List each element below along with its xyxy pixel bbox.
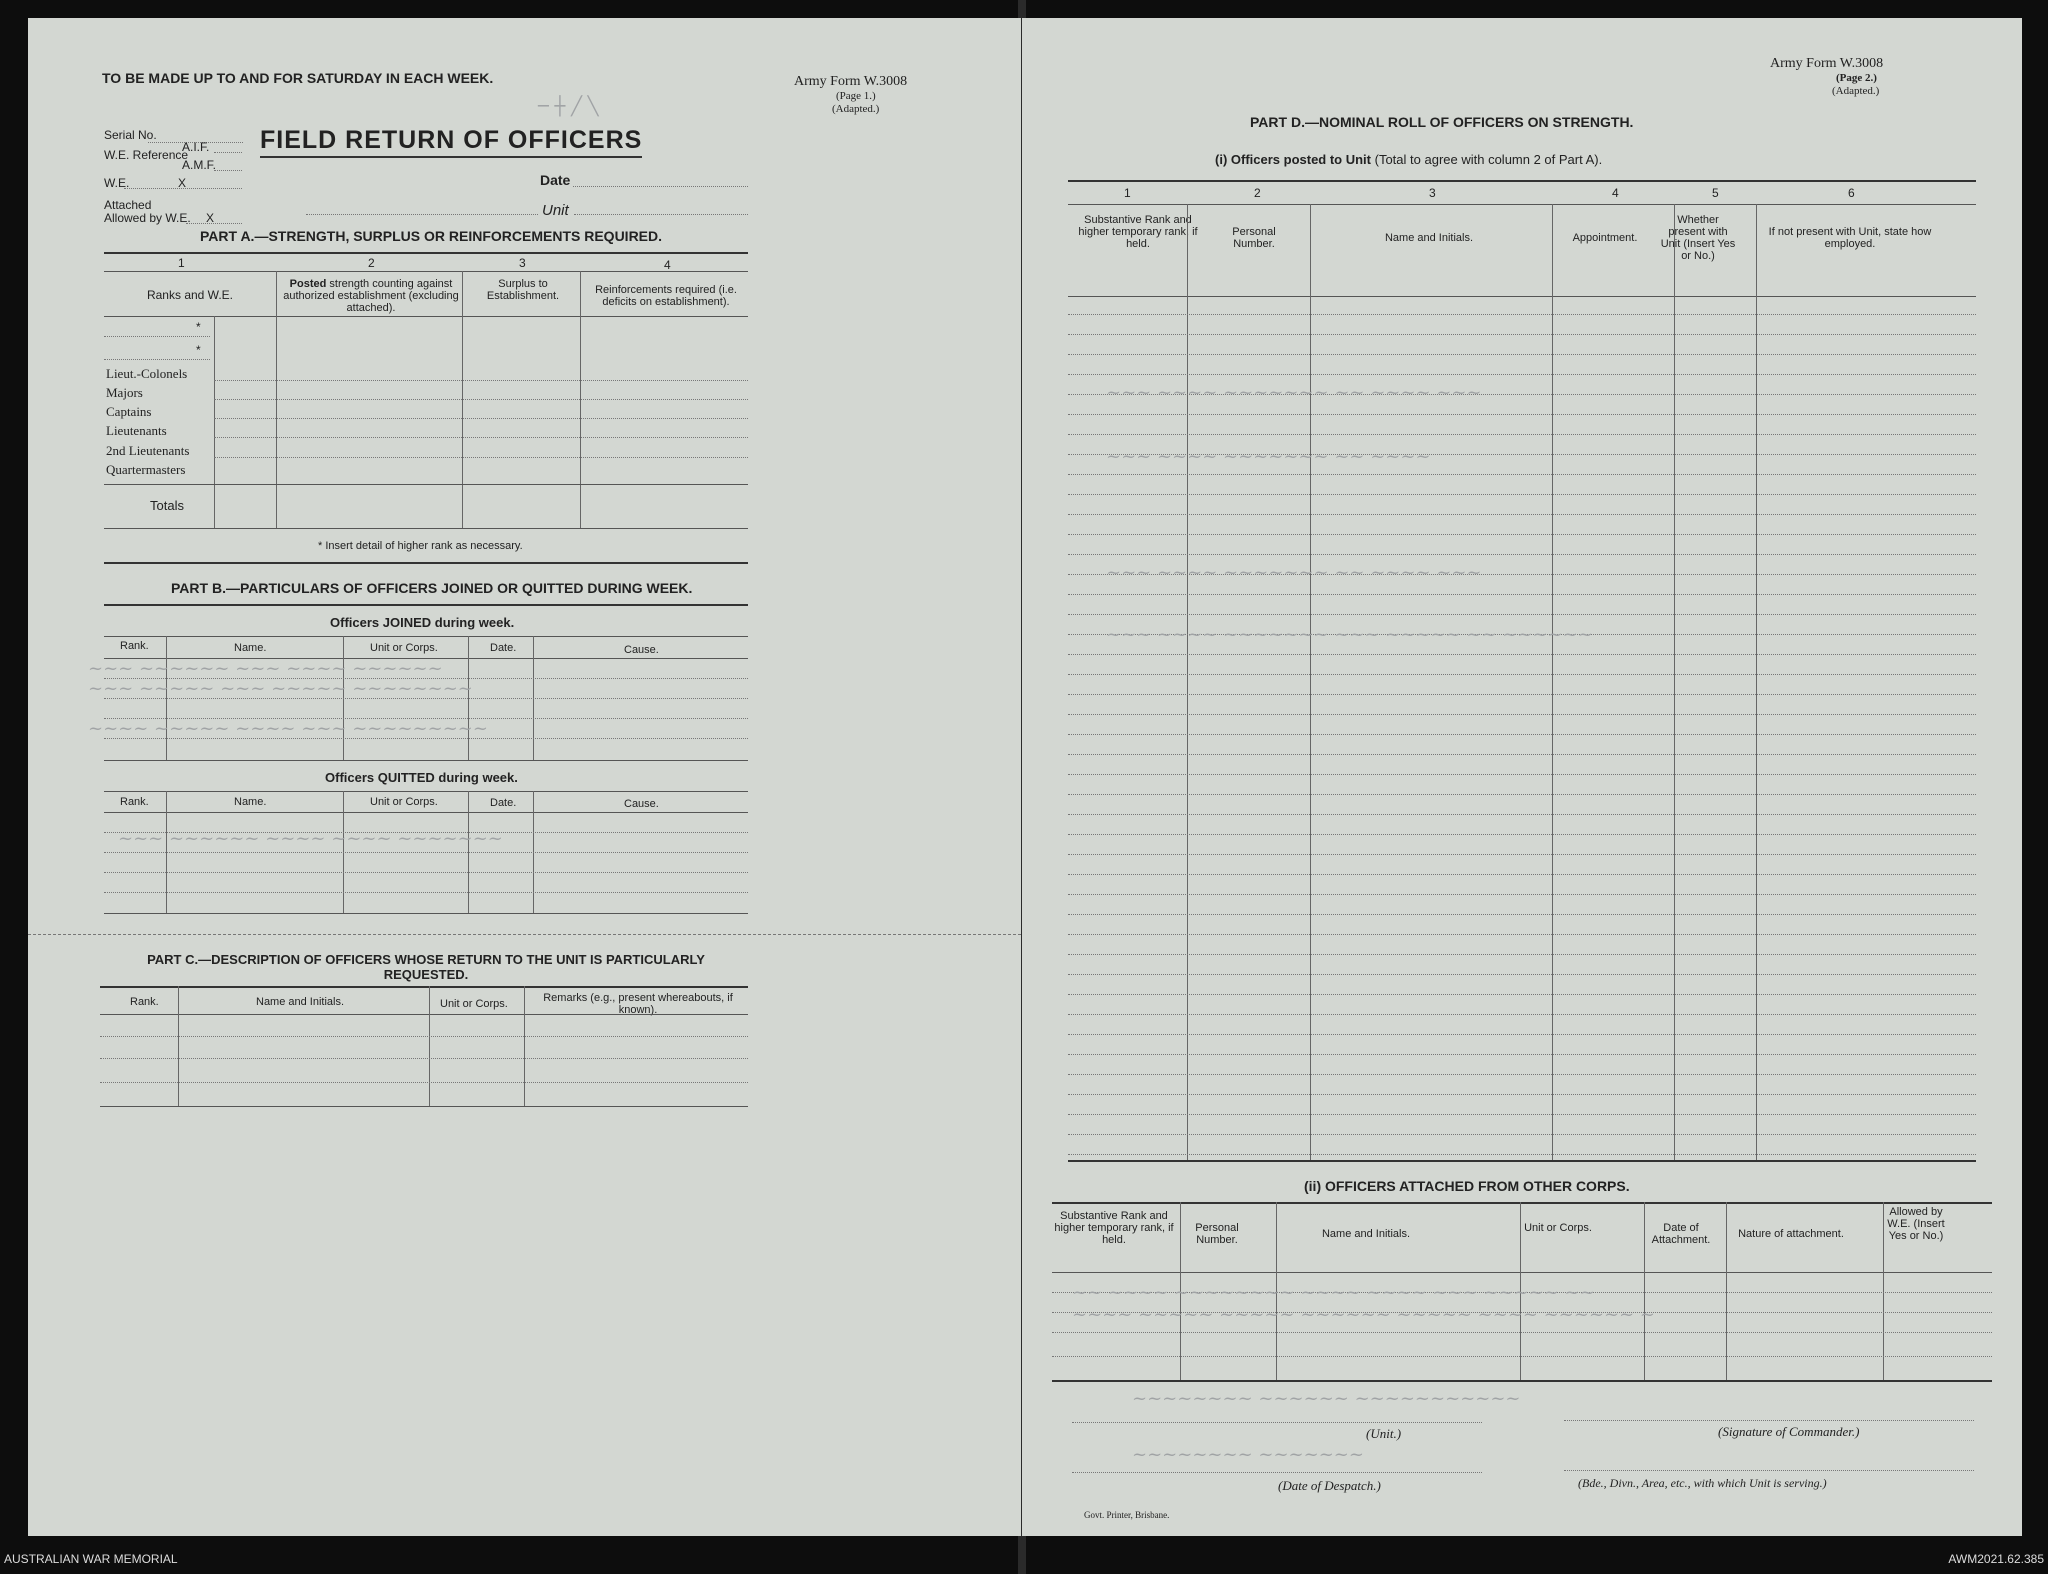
part-a-col-ranks-header: Ranks and W.E.: [146, 288, 234, 302]
nominal-roll-row-line: [1068, 734, 1976, 735]
part-d-col-3-num: 3: [1429, 186, 1436, 200]
quitted-col-date: Date.: [490, 797, 517, 809]
part-c-col-name: Name and Initials.: [256, 996, 345, 1008]
quitted-row-line: [104, 852, 748, 853]
joined-bottom-rule: [104, 760, 748, 761]
part-d-col-6-num: 6: [1848, 186, 1855, 200]
section-ii-top-rule: [1052, 1202, 1992, 1204]
part-d-vline: [1187, 204, 1188, 1160]
despatch-caption: (Date of Despatch.): [1278, 1478, 1381, 1493]
attached-col-date-header: Date of Attachment.: [1651, 1222, 1711, 1246]
nominal-roll-row-line: [1068, 474, 1976, 475]
handwriting-mark: ~~~ ~~~~~ ~~~ ~~~~~ ~~~~~~~~: [88, 678, 473, 699]
nominal-roll-row-line: [1068, 1034, 1976, 1035]
form-title: FIELD RETURN OF OFFICERS: [260, 126, 642, 158]
page-label: (Page 1.): [836, 90, 876, 102]
attached-label: Attached: [104, 198, 152, 212]
part-a-col-2-num: 2: [368, 256, 375, 270]
army-form-number-2: Army Form W.3008: [1770, 56, 1884, 71]
header-instruction: TO BE MADE UP TO AND FOR SATURDAY IN EACH WEEK.: [102, 70, 494, 86]
quitted-col-cause: Cause.: [624, 798, 659, 810]
form-page-2: [1022, 18, 2022, 1536]
handwriting-mark: ~~~ ~~~~ ~~~~~~~ ~~~ ~~~~~ ~~ ~~~~~~: [1106, 624, 1593, 645]
form-page-1: [28, 18, 1021, 1536]
date-label: Date: [540, 172, 571, 188]
handwriting-mark: ~~~ ~~~~ ~~~~~~~ ~~ ~~~~: [1106, 446, 1431, 467]
unit-line-right: [574, 214, 748, 215]
part-a-col-posted-header: [280, 278, 462, 314]
printer-imprint: Govt. Printer, Brisbane.: [1084, 1510, 1170, 1520]
part-d-col-5-num: 5: [1712, 186, 1719, 200]
part-c-row-line: [100, 1036, 748, 1037]
nominal-roll-row-line: [1068, 874, 1976, 875]
handwriting-mark: ~~ ~~~~ ~~~~~~~~ ~~~~ ~~~~ ~~~ ~~~~~ ~~: [1072, 1282, 1595, 1303]
part-d-vline: [1674, 204, 1675, 1160]
bde-caption: (Bde., Divn., Area, etc., with which Unit is serving.): [1578, 1476, 1827, 1490]
officers-joined-heading: Officers JOINED during week.: [330, 615, 515, 630]
part-a-totals-rule: [104, 484, 748, 485]
nominal-roll-row-line: [1068, 354, 1976, 355]
nominal-roll-row-line: [1068, 614, 1976, 615]
attached-vline: [1726, 1202, 1727, 1380]
posted-bold: Posted: [289, 278, 327, 290]
part-d-top-rule: [1068, 180, 1976, 182]
part-b-heading: PART B.—PARTICULARS OF OFFICERS JOINED OR QUITTED DURING WEEK.: [171, 580, 693, 596]
section-i-heading: [1215, 152, 1602, 167]
posted-rest: strength counting against authorized establishment (excluding attached).: [283, 278, 459, 314]
rank-quartermasters: Quartermasters: [106, 462, 186, 477]
part-a-row-line: [214, 380, 748, 381]
unit-label: Unit: [542, 202, 569, 219]
joined-col-cause: Cause.: [624, 644, 659, 656]
rank-captains: Captains: [106, 404, 152, 419]
joined-header-top: [104, 636, 748, 637]
quitted-header-top: [104, 791, 748, 792]
part-c-heading: [104, 952, 748, 982]
attached-col-rank-header: Substantive Rank and higher temporary rank, if held.: [1054, 1210, 1174, 1246]
totals-label: Totals: [150, 498, 184, 513]
part-d-col-name-header: Name and Initials.: [1384, 232, 1474, 244]
part-a-header-rule: [104, 316, 748, 317]
nominal-roll-row-line: [1068, 314, 1976, 315]
part-c-header-bottom: [100, 1014, 748, 1015]
signature-caption: (Signature of Commander.): [1718, 1424, 1860, 1439]
part-a-end-rule: [104, 562, 748, 564]
part-c-bottom-rule: [100, 1106, 748, 1107]
nominal-roll-row-line: [1068, 694, 1976, 695]
we-x-label: X: [178, 176, 187, 190]
part-b-top-rule: [104, 604, 748, 606]
quitted-col-name: Name.: [234, 796, 267, 808]
nominal-roll-row-line: [1068, 974, 1976, 975]
higher-rank-line-2: [104, 359, 210, 360]
nominal-roll-row-line: [1068, 334, 1976, 335]
attached-col-unit-header: Unit or Corps.: [1524, 1222, 1592, 1234]
part-c-vline: [178, 986, 179, 1106]
attached-col-name-header: Name and Initials.: [1321, 1228, 1411, 1240]
section-i-rest: (Total to agree with column 2 of Part A).: [1374, 152, 1603, 167]
part-d-col-2-num: 2: [1254, 186, 1261, 200]
joined-col-name: Name.: [234, 642, 267, 654]
part-d-heading: PART D.—NOMINAL ROLL OF OFFICERS ON STRENGTH.: [1250, 114, 1634, 130]
part-d-col-1-num: 1: [1124, 186, 1131, 200]
nominal-roll-row-line: [1068, 934, 1976, 935]
aif-label: A.I.F.: [182, 140, 210, 154]
unit-signature-line: [1072, 1422, 1482, 1423]
nominal-roll-row-line: [1068, 514, 1976, 515]
rank-lieutenants: Lieutenants: [106, 423, 167, 438]
allowed-by-we-label: Allowed by W.E.: [104, 211, 191, 225]
nominal-roll-row-line: [1068, 994, 1976, 995]
attached-row-line: [1052, 1356, 1992, 1357]
quitted-header-bottom: [104, 812, 748, 813]
footer-accession-number: AWM2021.62.385: [1948, 1552, 2044, 1566]
part-c-row-line: [100, 1058, 748, 1059]
bde-line: [1564, 1470, 1974, 1471]
rank-2nd-lieutenants: 2nd Lieutenants: [106, 443, 190, 458]
section-ii-bottom-rule: [1052, 1380, 1992, 1382]
nominal-roll-row-line: [1068, 374, 1976, 375]
nominal-roll-row-line: [1068, 754, 1976, 755]
nominal-roll-row-line: [1068, 1014, 1976, 1015]
part-a-row-line: [214, 399, 748, 400]
nominal-roll-row-line: [1068, 774, 1976, 775]
part-a-vline-rank: [214, 316, 215, 528]
quitted-bottom-rule: [104, 913, 748, 914]
nominal-roll-row-line: [1068, 1094, 1976, 1095]
part-c-col-remarks: Remarks (e.g., present whereabouts, if known).: [543, 992, 733, 1016]
part-a-col-surplus-header: Surplus to Establishment.: [486, 278, 560, 302]
nominal-roll-row-line: [1068, 1154, 1976, 1155]
part-a-col-4-num: 4: [664, 258, 671, 272]
handwriting-mark: ~~~~ ~~~~~ ~~~~ ~~~ ~~~~~~~~~: [88, 718, 488, 739]
joined-col-rank: Rank.: [120, 640, 149, 652]
nominal-roll-row-line: [1068, 534, 1976, 535]
attached-col-allowed-header: Allowed by W.E. (Insert Yes or No.): [1887, 1206, 1945, 1242]
joined-col-date: Date.: [490, 642, 517, 654]
amf-label: A.M.F.: [182, 158, 217, 172]
handwriting-mark: ~~~~~~~~ ~~~~~~~: [1132, 1444, 1364, 1465]
officers-quitted-heading: Officers QUITTED during week.: [325, 770, 518, 785]
handwriting-mark: ~~~ ~~~~~~ ~~~ ~~~~ ~~~~~~: [88, 658, 443, 679]
rank-lieut-colonels: Lieut.-Colonels: [106, 366, 188, 381]
we-reference-label: W.E. Reference: [104, 148, 189, 162]
nominal-roll-row-line: [1068, 1074, 1976, 1075]
nominal-roll-row-line: [1068, 814, 1976, 815]
part-a-col-reinforcements-header: Reinforcements required (i.e. deficits on establishment).: [595, 284, 737, 308]
quitted-row-line: [104, 872, 748, 873]
nominal-roll-row-line: [1068, 654, 1976, 655]
nominal-roll-row-line: [1068, 834, 1976, 835]
higher-rank-star-2: *: [196, 343, 201, 357]
unit-caption: (Unit.): [1366, 1426, 1402, 1441]
footer-source-label: AUSTRALIAN WAR MEMORIAL: [4, 1552, 178, 1566]
serial-no-label: Serial No.: [104, 128, 157, 142]
part-c-col-rank: Rank.: [130, 996, 159, 1008]
unit-line-left: [306, 214, 538, 215]
part-d-col-present-header: Whether present with Unit (Insert Yes or No.): [1660, 214, 1736, 262]
part-c-top-rule: [100, 986, 748, 988]
part-d-col-rank-header: Substantive Rank and higher temporary rank, if held.: [1078, 214, 1198, 250]
nominal-roll-row-line: [1068, 494, 1976, 495]
part-c-vline: [524, 986, 525, 1106]
nominal-roll-row-line: [1068, 794, 1976, 795]
handwriting-mark: ~~~~ ~~~~~ ~~~~~ ~~~~~~ ~~~~~ ~~~~ ~~~~~~ ~: [1072, 1304, 1656, 1325]
army-form-number: Army Form W.3008: [794, 74, 908, 89]
part-a-row-line: [214, 457, 748, 458]
nominal-roll-row-line: [1068, 1054, 1976, 1055]
joined-col-unit: Unit or Corps.: [370, 642, 438, 654]
attached-row-line: [1052, 1332, 1992, 1333]
part-a-heading: PART A.—STRENGTH, SURPLUS OR REINFORCEMENTS REQUIRED.: [200, 228, 663, 244]
handwriting-mark: ─ ┼ ╱ ╲: [538, 96, 599, 117]
part-d-vline: [1552, 204, 1553, 1160]
part-c-heading-line-1: PART C.—DESCRIPTION OF OFFICERS WHOSE RETURN TO THE UNIT IS PARTICULARLY: [147, 952, 705, 967]
amf-line: [214, 170, 242, 171]
aif-line: [214, 152, 242, 153]
part-d-col-4-num: 4: [1612, 186, 1619, 200]
part-a-col-3-num: 3: [519, 256, 526, 270]
allowed-line: [186, 223, 242, 224]
nominal-roll-row-line: [1068, 894, 1976, 895]
part-a-footnote: * Insert detail of higher rank as necessary.: [318, 540, 523, 552]
handwriting-mark: ~~~ ~~~~ ~~~~~~~ ~~ ~~~~ ~~~: [1106, 562, 1482, 583]
section-ii-header-bottom: [1052, 1272, 1992, 1273]
part-d-col-employed-header: If not present with Unit, state how employed.: [1768, 226, 1932, 250]
attached-col-nature-header: Nature of attachment.: [1738, 1228, 1844, 1240]
nominal-roll-row-line: [1068, 954, 1976, 955]
quitted-row-line: [104, 892, 748, 893]
nominal-roll-row-line: [1068, 914, 1976, 915]
attached-col-number-header: Personal Number.: [1195, 1222, 1239, 1246]
attached-vline: [1644, 1202, 1645, 1380]
commander-signature-line: [1564, 1420, 1974, 1421]
we-label: W.E.: [104, 176, 130, 190]
quitted-col-rank: Rank.: [120, 796, 149, 808]
we-line: [124, 188, 242, 189]
part-a-num-rule: [104, 271, 748, 272]
part-a-row-line: [214, 418, 748, 419]
part-c-col-unit: Unit or Corps.: [440, 998, 508, 1010]
part-d-num-rule: [1068, 204, 1976, 205]
nominal-roll-row-line: [1068, 594, 1976, 595]
part-a-bottom-rule: [104, 528, 748, 529]
part-c-heading-line-2: REQUESTED.: [383, 967, 469, 982]
part-a-row-line: [214, 437, 748, 438]
part-d-header-bottom: [1068, 296, 1976, 297]
higher-rank-line-1: [104, 336, 210, 337]
nominal-roll-row-line: [1068, 1134, 1976, 1135]
part-d-vline: [1756, 204, 1757, 1160]
section-i-bold: (i) Officers posted to Unit: [1215, 152, 1371, 167]
nominal-roll-row-line: [1068, 1114, 1976, 1115]
nominal-roll-row-line: [1068, 714, 1976, 715]
attached-vline: [1883, 1202, 1884, 1380]
handwriting-mark: ~~~ ~~~~~~ ~~~~ ~~~~ ~~~~~~~: [118, 828, 503, 849]
part-c-row-line: [100, 1082, 748, 1083]
nominal-roll-row-line: [1068, 854, 1976, 855]
nominal-roll-row-line: [1068, 434, 1976, 435]
handwriting-mark: ~~~ ~~~~ ~~~~~~~ ~~ ~~~~ ~~~: [1106, 382, 1482, 403]
nominal-roll-row-line: [1068, 674, 1976, 675]
part-a-top-rule: [104, 252, 748, 254]
higher-rank-star-1: *: [196, 320, 201, 334]
part-d-vline: [1310, 204, 1311, 1160]
date-line: [573, 186, 748, 187]
section-ii-heading: (ii) OFFICERS ATTACHED FROM OTHER CORPS.: [1304, 1178, 1630, 1194]
nominal-roll-row-line: [1068, 414, 1976, 415]
cut-line: [28, 934, 1021, 935]
adapted-label: (Adapted.): [832, 103, 880, 115]
handwriting-mark: ~~~~~~~~ ~~~~~~ ~~~~~~~~~~~: [1132, 1388, 1521, 1409]
allowed-x-label: X: [206, 211, 215, 225]
nominal-roll-row-line: [1068, 554, 1976, 555]
despatch-line: [1072, 1472, 1482, 1473]
page-label-2: (Page 2.): [1836, 72, 1877, 84]
adapted-label-2: (Adapted.): [1832, 85, 1880, 97]
rank-majors: Majors: [106, 385, 143, 400]
part-c-vline: [429, 986, 430, 1106]
quitted-col-unit: Unit or Corps.: [370, 796, 438, 808]
part-d-col-appointment-header: Appointment.: [1572, 232, 1638, 244]
part-d-col-number-header: Personal Number.: [1232, 226, 1276, 250]
part-d-bottom-rule: [1068, 1160, 1976, 1162]
part-a-col-1-num: 1: [178, 256, 185, 270]
